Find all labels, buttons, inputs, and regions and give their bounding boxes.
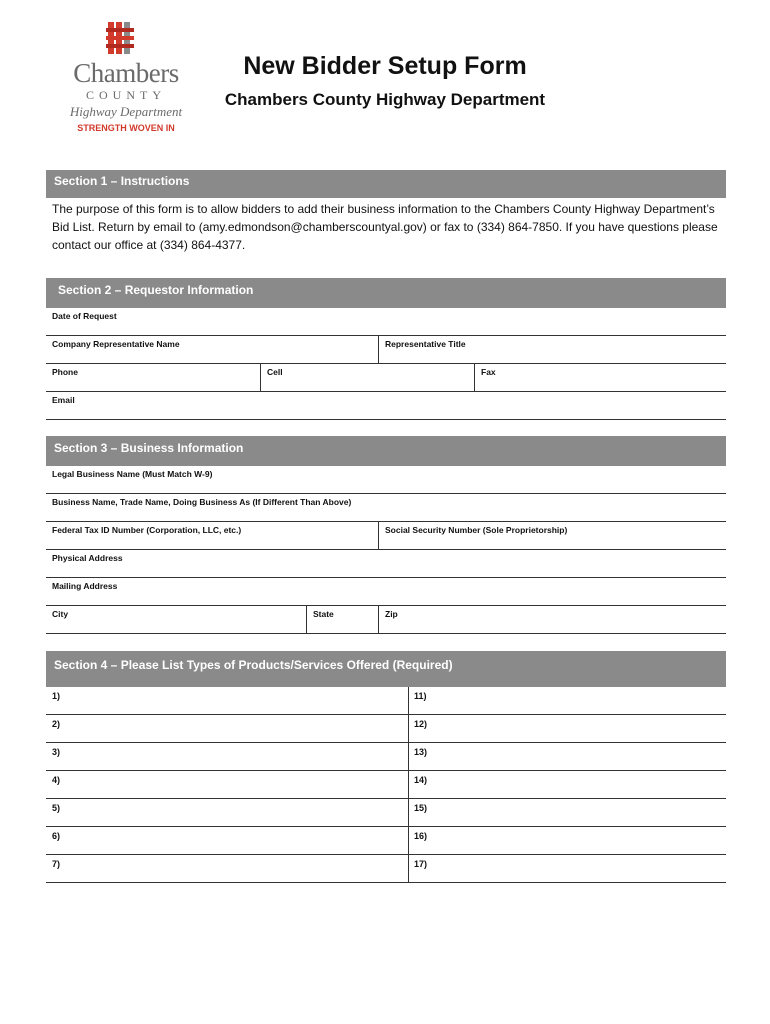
product-service-field[interactable]: 5) — [46, 799, 408, 827]
mailing-address-field[interactable]: Mailing Address — [52, 581, 118, 591]
state-field[interactable]: State — [306, 606, 378, 633]
dba-row — [46, 494, 726, 522]
product-service-field[interactable]: 3) — [46, 743, 408, 771]
product-service-field[interactable]: 4) — [46, 771, 408, 799]
legal-business-name-field[interactable]: Legal Business Name (Must Match W-9) — [52, 469, 213, 479]
page-subtitle: Chambers County Highway Department — [224, 90, 546, 109]
city-state-zip-row — [46, 606, 726, 634]
county-logo — [56, 20, 196, 140]
page-title: New Bidder Setup Form — [243, 52, 527, 80]
list-item — [46, 743, 726, 771]
email-field[interactable]: Email — [52, 395, 75, 405]
company-rep-row — [46, 336, 726, 364]
product-service-field[interactable]: 2) — [46, 715, 408, 743]
cell-field[interactable]: Cell — [260, 364, 474, 391]
date-of-request-row — [46, 308, 726, 336]
section-4-header: Section 4 – Please List Types of Products/Services Offered (Required) — [46, 651, 726, 687]
section-2-header: Section 2 – Requestor Information — [46, 278, 726, 308]
city-field[interactable]: City — [52, 609, 69, 619]
instructions-text: The purpose of this form is to allow bidders to add their business information to the Chambers County Highway Department’s Bid List. Return by email to (amy.edmondson@chamberscountyal.gov) or fax to (334) 864-7850. If you have questions please contact our office at (334) 864-4377. — [52, 202, 718, 252]
fax-field[interactable]: Fax — [474, 364, 726, 391]
physical-address-field[interactable]: Physical Address — [52, 553, 123, 563]
phone-field[interactable]: Phone — [52, 367, 78, 377]
product-service-field[interactable]: 14) — [408, 771, 726, 799]
list-item — [46, 827, 726, 855]
logo-name: Chambers — [73, 58, 179, 88]
zip-field[interactable]: Zip — [378, 606, 726, 633]
list-column-divider — [408, 687, 409, 883]
product-service-field[interactable]: 1) — [46, 687, 408, 715]
physical-address-row — [46, 550, 726, 578]
section-1-header: Section 1 – Instructions — [46, 170, 726, 198]
logo-tagline: STRENGTH WOVEN IN — [77, 123, 175, 133]
federal-tax-id-field[interactable]: Federal Tax ID Number (Corporation, LLC, etc.) — [52, 525, 242, 535]
product-service-field[interactable]: 16) — [408, 827, 726, 855]
product-service-field[interactable]: 13) — [408, 743, 726, 771]
product-service-field[interactable]: 11) — [408, 687, 726, 715]
list-item — [46, 855, 726, 883]
product-service-field[interactable]: 6) — [46, 827, 408, 855]
logo-department: Highway Department — [69, 104, 183, 119]
list-item — [46, 771, 726, 799]
legal-name-row — [46, 466, 726, 494]
list-item — [46, 715, 726, 743]
company-rep-name-field[interactable]: Company Representative Name — [52, 339, 180, 349]
date-of-request-field[interactable]: Date of Request — [52, 311, 117, 321]
mailing-address-row — [46, 578, 726, 606]
ssn-field[interactable]: Social Security Number (Sole Proprietorship) — [378, 522, 726, 549]
email-row — [46, 392, 726, 420]
product-service-field[interactable]: 12) — [408, 715, 726, 743]
tax-id-row — [46, 522, 726, 550]
phone-row — [46, 364, 726, 392]
logo-county: COUNTY — [86, 88, 166, 102]
woven-logo-icon — [104, 20, 136, 56]
product-service-field[interactable]: 7) — [46, 855, 408, 883]
product-service-field[interactable]: 15) — [408, 799, 726, 827]
section-3-header: Section 3 – Business Information — [46, 436, 726, 466]
rep-title-field[interactable]: Representative Title — [378, 336, 726, 363]
list-item — [46, 799, 726, 827]
product-service-field[interactable]: 17) — [408, 855, 726, 883]
list-item — [46, 687, 726, 715]
dba-field[interactable]: Business Name, Trade Name, Doing Business As (If Different Than Above) — [52, 497, 352, 507]
